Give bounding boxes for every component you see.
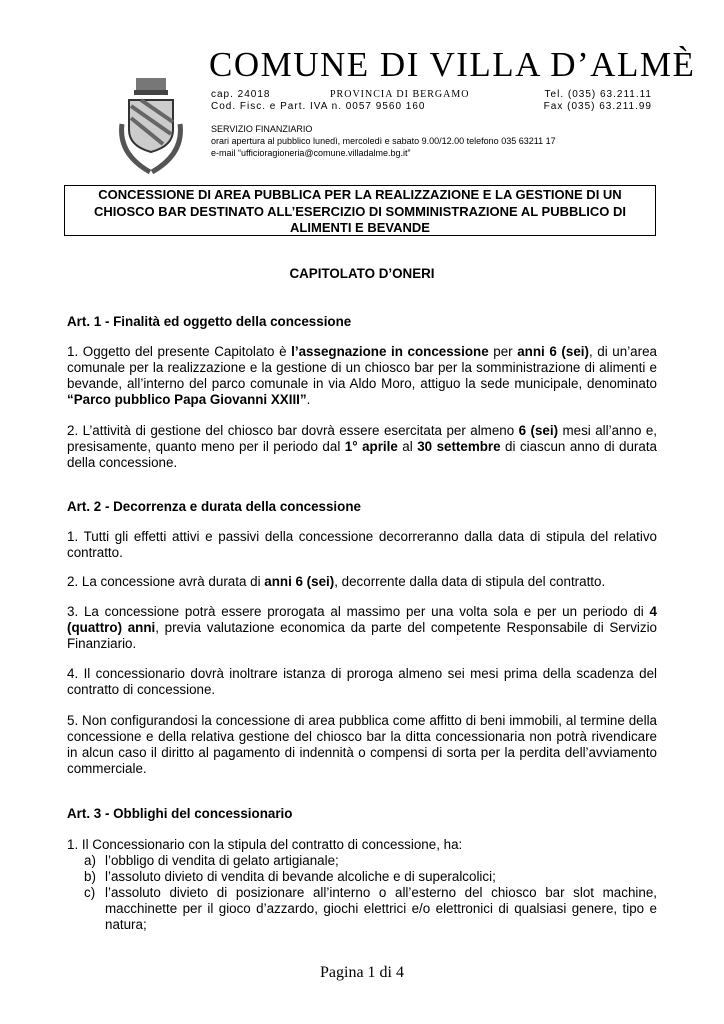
- article-2-paragraph-1: 1. Tutti gli effetti attivi e passivi della concessione decorreranno dalla data di stipula del relativo contratto.: [67, 529, 657, 560]
- obligations-intro: 1. Il Concessionario con la stipula del contratto di concessione, ha:: [67, 837, 463, 852]
- tax-code: Cod. Fisc. e Part. IVA n. 0057 9560 160: [211, 101, 426, 112]
- office-hours: orari apertura al pubblico lunedì, mercoledì e sabato 9.00/12.00 telefono 035 63211 17: [211, 136, 556, 146]
- article-1-heading: Art. 1 - Finalità ed oggetto della concessione: [67, 314, 352, 329]
- list-item: b) l’assoluto divieto di vendita di bevande alcoliche e di superalcolici;: [84, 869, 496, 884]
- service-name: SERVIZIO FINANZIARIO: [211, 124, 313, 134]
- article-2-paragraph-3: 3. La concessione potrà essere prorogata al massimo per una volta sola e per un periodo di 4 (quattro) anni, previa valutazione economica da parte del competente Responsabile di Servizio Finanziario.: [67, 604, 657, 651]
- article-1-paragraph-1: 1. Oggetto del presente Capitolato è l’assegnazione in concessione per anni 6 (sei), di un’area comunale per la realizzazione e la gestione di un chiosco bar per la somministrazione di alimenti e bevande, all’interno del parco comunale in via Aldo Moro, attiguo la sede municipale, denominato “Parco pubblico Papa Giovanni XXIII”.: [67, 344, 657, 407]
- article-2-paragraph-2: 2. La concessione avrà durata di anni 6 (sei), decorrente dalla data di stipula del contratto.: [67, 574, 606, 589]
- page-number: Pagina 1 di 4: [320, 964, 404, 981]
- box-line: CONCESSIONE DI AREA PUBBLICA PER LA REALIZZAZIONE E LA GESTIONE DI UN: [98, 187, 622, 202]
- list-item: a) l’obbligo di vendita di gelato artigianale;: [84, 853, 339, 868]
- box-line: ALIMENTI E BEVANDE: [290, 220, 430, 235]
- concession-title-box: [64, 185, 656, 236]
- cap: cap. 24018: [211, 89, 271, 100]
- article-3-obligations: [67, 837, 657, 933]
- article-2-paragraph-4: 4. Il concessionario dovrà inoltrare istanza di proroga almeno sei mesi prima della scadenza del contratto di concessione.: [67, 666, 657, 697]
- document-title: CAPITOLATO D’ONERI: [289, 266, 435, 281]
- article-2-paragraph-5: 5. Non configurandosi la concessione di area pubblica come affitto di beni immobili, al termine della concessione e della relativa gestione del chiosco bar la ditta concessionaria non potrà rivendicare in alcun caso il diritto al pagamento di indennità o compensi di sorta per la perdita dell’avviamento commerciale.: [67, 713, 657, 776]
- list-item: c) l’assoluto divieto di posizionare all’interno o all’esterno del chiosco bar slot machine, macchinette per il gioco d’azzardo, giochi elettrici e/o elettronici di qualsiasi genere, tipo e natura;: [84, 885, 657, 932]
- municipality-title: COMUNE DI VILLA D’ALMÈ: [209, 45, 696, 84]
- article-1-paragraph-2: 2. L’attività di gestione del chiosco bar dovrà essere esercitata per almeno 6 (sei) mesi all’anno e, presisamente, quanto meno per il periodo dal 1° aprile al 30 settembre di ciascun anno di durata della concessione.: [67, 423, 658, 470]
- article-2-heading: Art. 2 - Decorrenza e durata della concessione: [67, 499, 361, 514]
- fax: Fax (035) 63.211.99: [543, 101, 652, 112]
- telephone: Tel. (035) 63.211.11: [544, 89, 652, 100]
- province: PROVINCIA DI BERGAMO: [330, 89, 470, 100]
- email: e-mail “ufficioragioneria@comune.villadalme.bg.it”: [211, 148, 411, 158]
- box-line: CHIOSCO BAR DESTINATO ALL’ESERCIZIO DI SOMMINISTRAZIONE AL PUBBLICO DI: [93, 203, 627, 219]
- article-3-heading: Art. 3 - Obblighi del concessionario: [67, 806, 293, 821]
- coat-of-arms-logo: [116, 74, 186, 178]
